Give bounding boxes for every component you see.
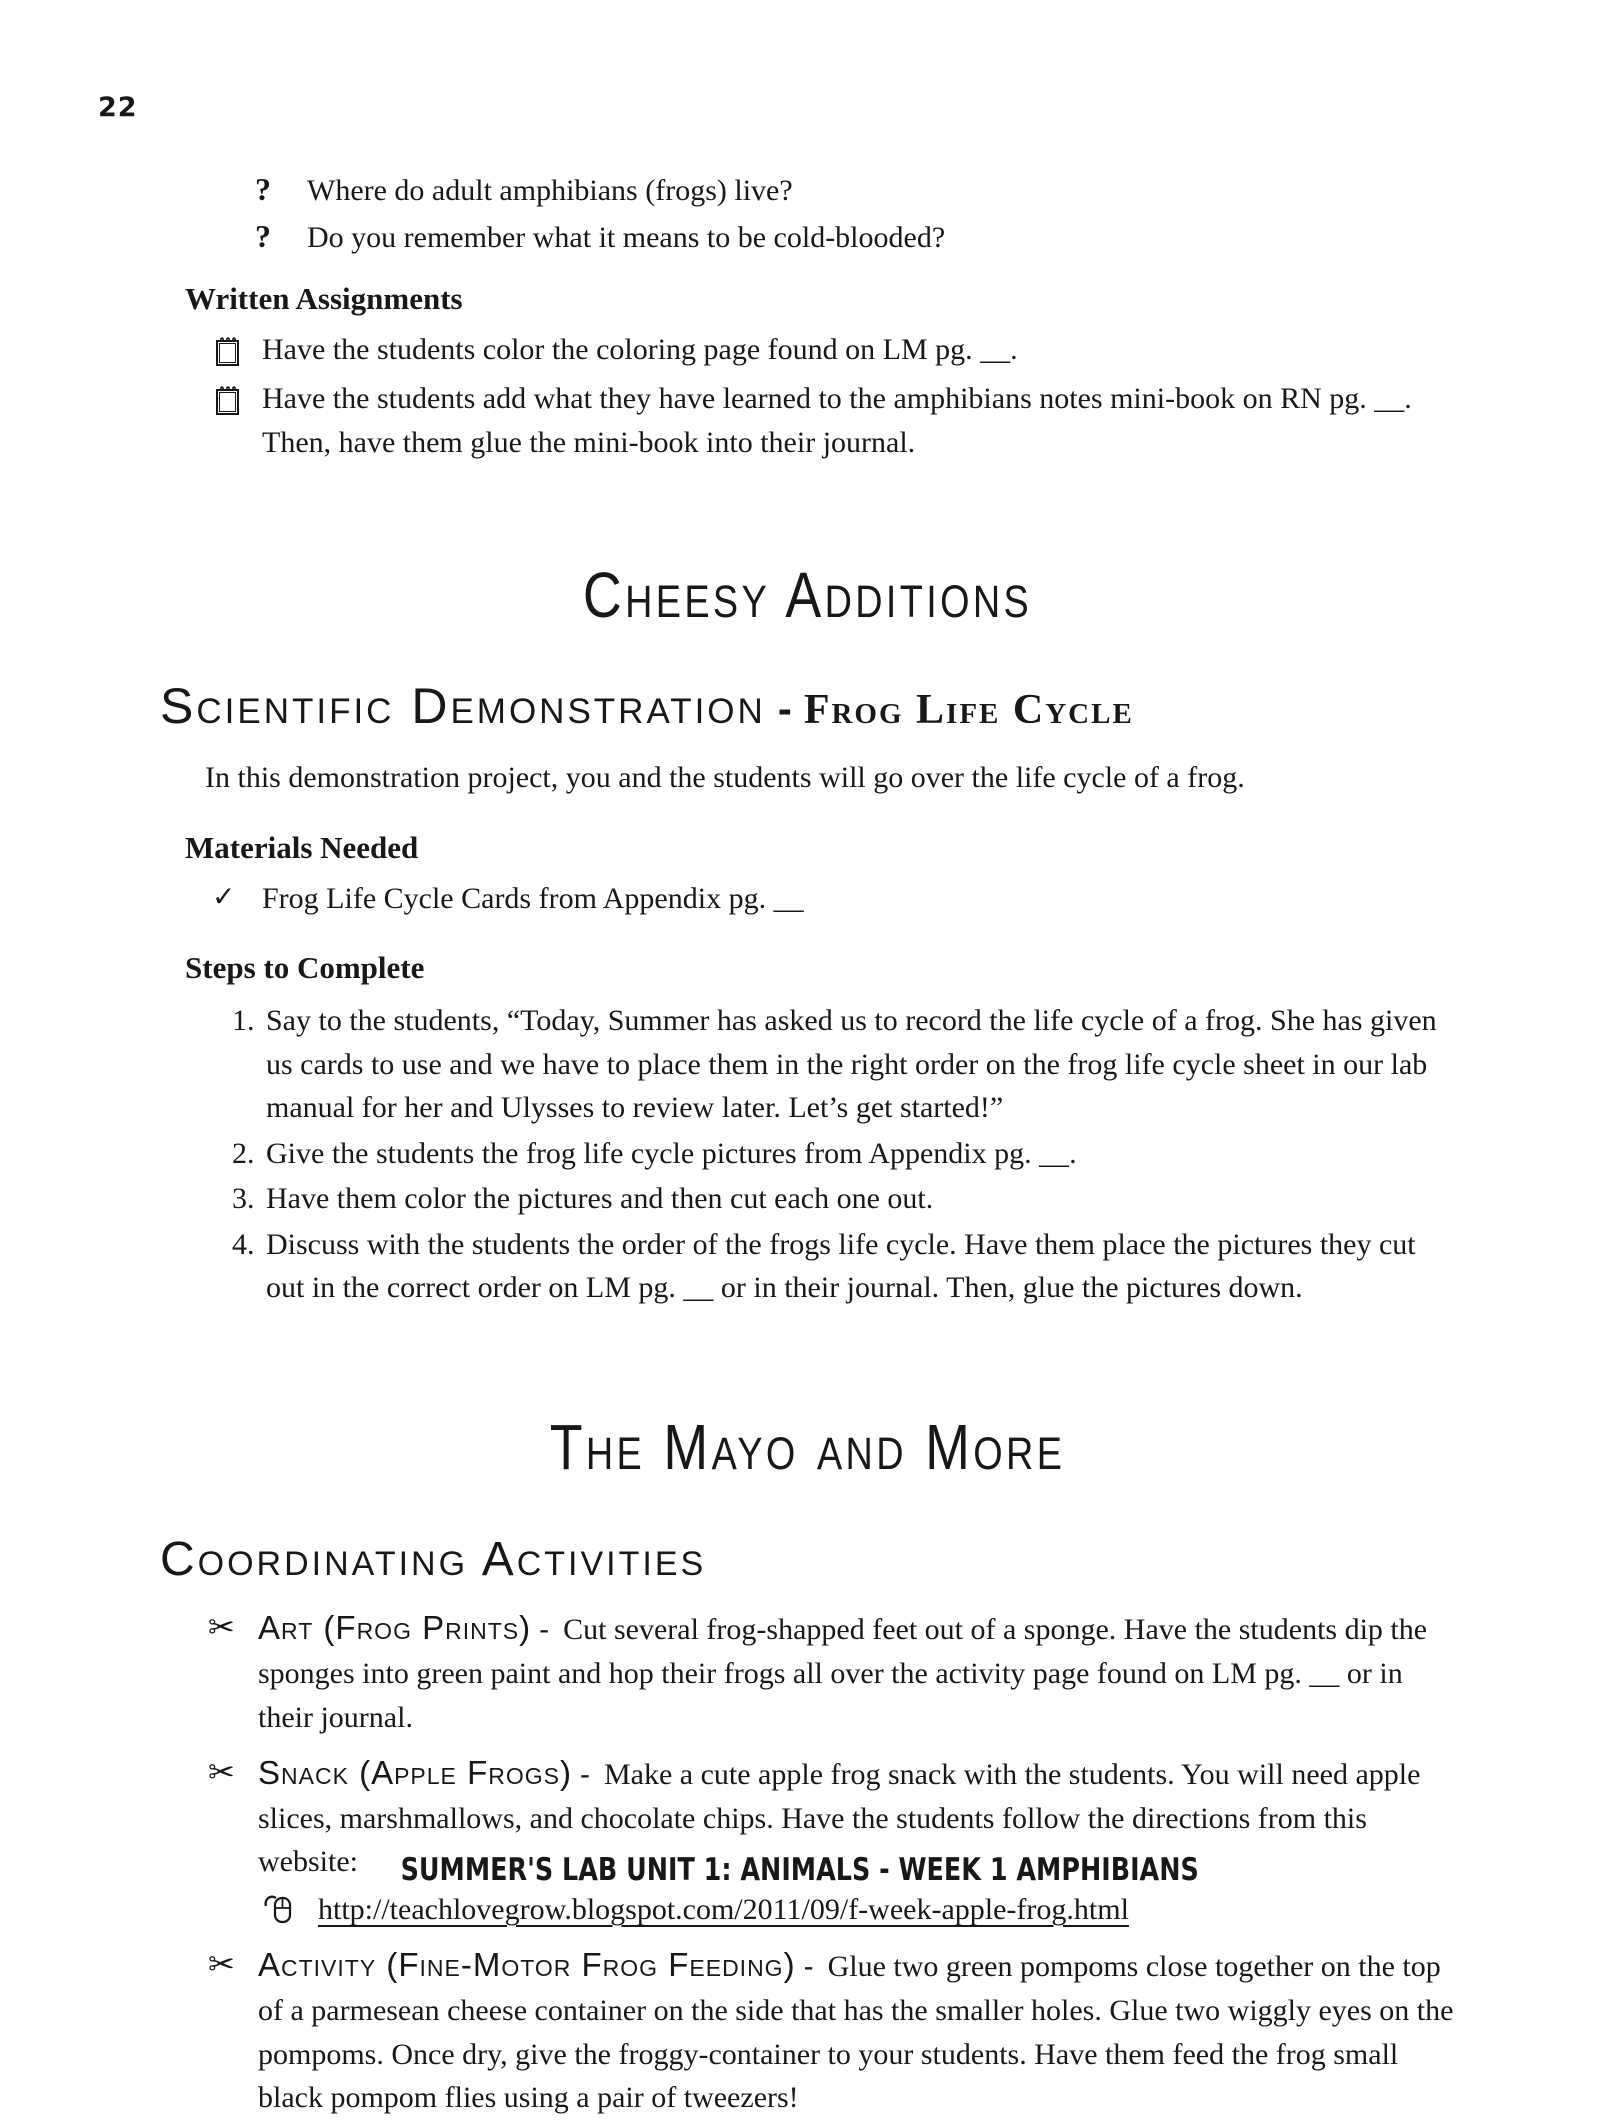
activity-text: Glue two green pompoms close together on the top of a parmesean cheese container on the side that has the smaller holes. Glue two wiggly eyes on the pompoms. Once dry, give the froggy-container to your students. Have them feed the frog small black pompom flies using a pair of tweezers! [258, 1950, 1454, 2115]
website-link-row [258, 1888, 1455, 1932]
scissors-icon: ✂ [208, 1945, 235, 1984]
question-text: Do you remember what it means to be cold-blooded? [307, 220, 946, 254]
materials-list [160, 877, 1455, 921]
steps-list [160, 999, 1455, 1310]
demonstration-heading-topic: Frog Life Cycle [803, 686, 1134, 733]
activity-text: Cut several frog-shapped feet out of a sponge. Have the students dip the sponges into green paint and hop their frogs all over the activity page found on LM pg. __ or in their journal. [258, 1613, 1428, 1734]
step-item: 1. Say to the students, “Today, Summer has asked us to record the life cycle of a frog. She has given us cards to use and we have to place them in the right order on the frog life cycle sheet in our lab manual for her and Ulysses to review later. Let’s get started!” [262, 999, 1455, 1130]
scissors-icon: ✂ [208, 1753, 235, 1792]
material-text: Frog Life Cycle Cards from Appendix pg. __ [262, 881, 804, 915]
activity-item-snack [160, 1749, 1455, 1931]
step-item: 2. Give the students the frog life cycle pictures from Appendix pg. __. [262, 1132, 1455, 1176]
activity-dash: - [803, 1950, 814, 1984]
website-link[interactable]: http://teachlovegrow.blogspot.com/2011/09/f-week-apple-frog.html [318, 1892, 1129, 1926]
written-assignments-list [160, 328, 1455, 465]
activity-label: Activity (Fine-Motor Frog Feeding) [258, 1946, 796, 1984]
notepad-icon [215, 335, 242, 367]
activity-dash: - [539, 1613, 550, 1647]
section-title-the-mayo-and-more: The Mayo and More [549, 1410, 1066, 1483]
activity-dash: - [579, 1758, 590, 1792]
activity-label: Art (Frog Prints) [258, 1609, 532, 1647]
heading-dash: - [777, 684, 792, 732]
assignment-text: Have the students add what they have learned to the amphibians notes mini-book on RN pg. __. Then, have them glue the mini-book into their journal. [262, 382, 1412, 459]
notepad-icon [215, 384, 242, 416]
assignment-text: Have the students color the coloring page found on LM pg. __. [262, 332, 1018, 366]
question-item [255, 213, 1455, 260]
footer-title: SUMMER'S LAB UNIT 1: ANIMALS - WEEK 1 AMPHIBIANS [400, 1852, 1200, 1888]
question-mark-icon: ? [255, 217, 271, 254]
assignment-item [160, 377, 1455, 464]
section-title-cheesy-additions: Cheesy Additions [582, 559, 1033, 632]
coordinating-activities-heading: Coordinating Activities [160, 1532, 707, 1586]
demonstration-heading-label: Scientific Demonstration [160, 677, 766, 734]
checkmark-icon: ✓ [212, 879, 236, 913]
steps-to-complete-heading: Steps to Complete [185, 950, 425, 986]
page-number: 22 [98, 92, 138, 123]
step-item: 4. Discuss with the students the order of the frogs life cycle. Have them place the pictures they cut out in the correct order on LM pg. __ or in their journal. Then, glue the pictures down. [262, 1223, 1455, 1310]
question-mark-icon: ? [255, 171, 271, 207]
demonstration-intro: In this demonstration project, you and the students will go over the life cycle of a frog. [205, 761, 1245, 795]
question-text: Where do adult amphibians (frogs) live? [307, 174, 793, 207]
page-footer [0, 1848, 1600, 1893]
question-item [255, 166, 1455, 213]
activity-item-fine-motor [160, 1941, 1455, 2119]
step-item: 3. Have them color the pictures and then cut each one out. [262, 1177, 1455, 1221]
written-assignments-heading: Written Assignments [185, 281, 463, 316]
materials-needed-heading: Materials Needed [185, 829, 419, 865]
activity-item-art [160, 1604, 1455, 1739]
scissors-icon: ✂ [208, 1608, 235, 1647]
page-content [160, 0, 1455, 2120]
scientific-demonstration-heading [160, 670, 1455, 743]
assignment-item [160, 328, 1455, 372]
activity-label: Snack (Apple Frogs) [258, 1754, 572, 1792]
material-item [160, 877, 1455, 921]
question-list [160, 0, 1455, 259]
activity-text: Make a cute apple frog snack with the students. You will need apple slices, marshmallows, and chocolate chips. Have the students follow the directions from this website: [258, 1758, 1421, 1879]
computer-mouse-icon [262, 1892, 298, 1926]
